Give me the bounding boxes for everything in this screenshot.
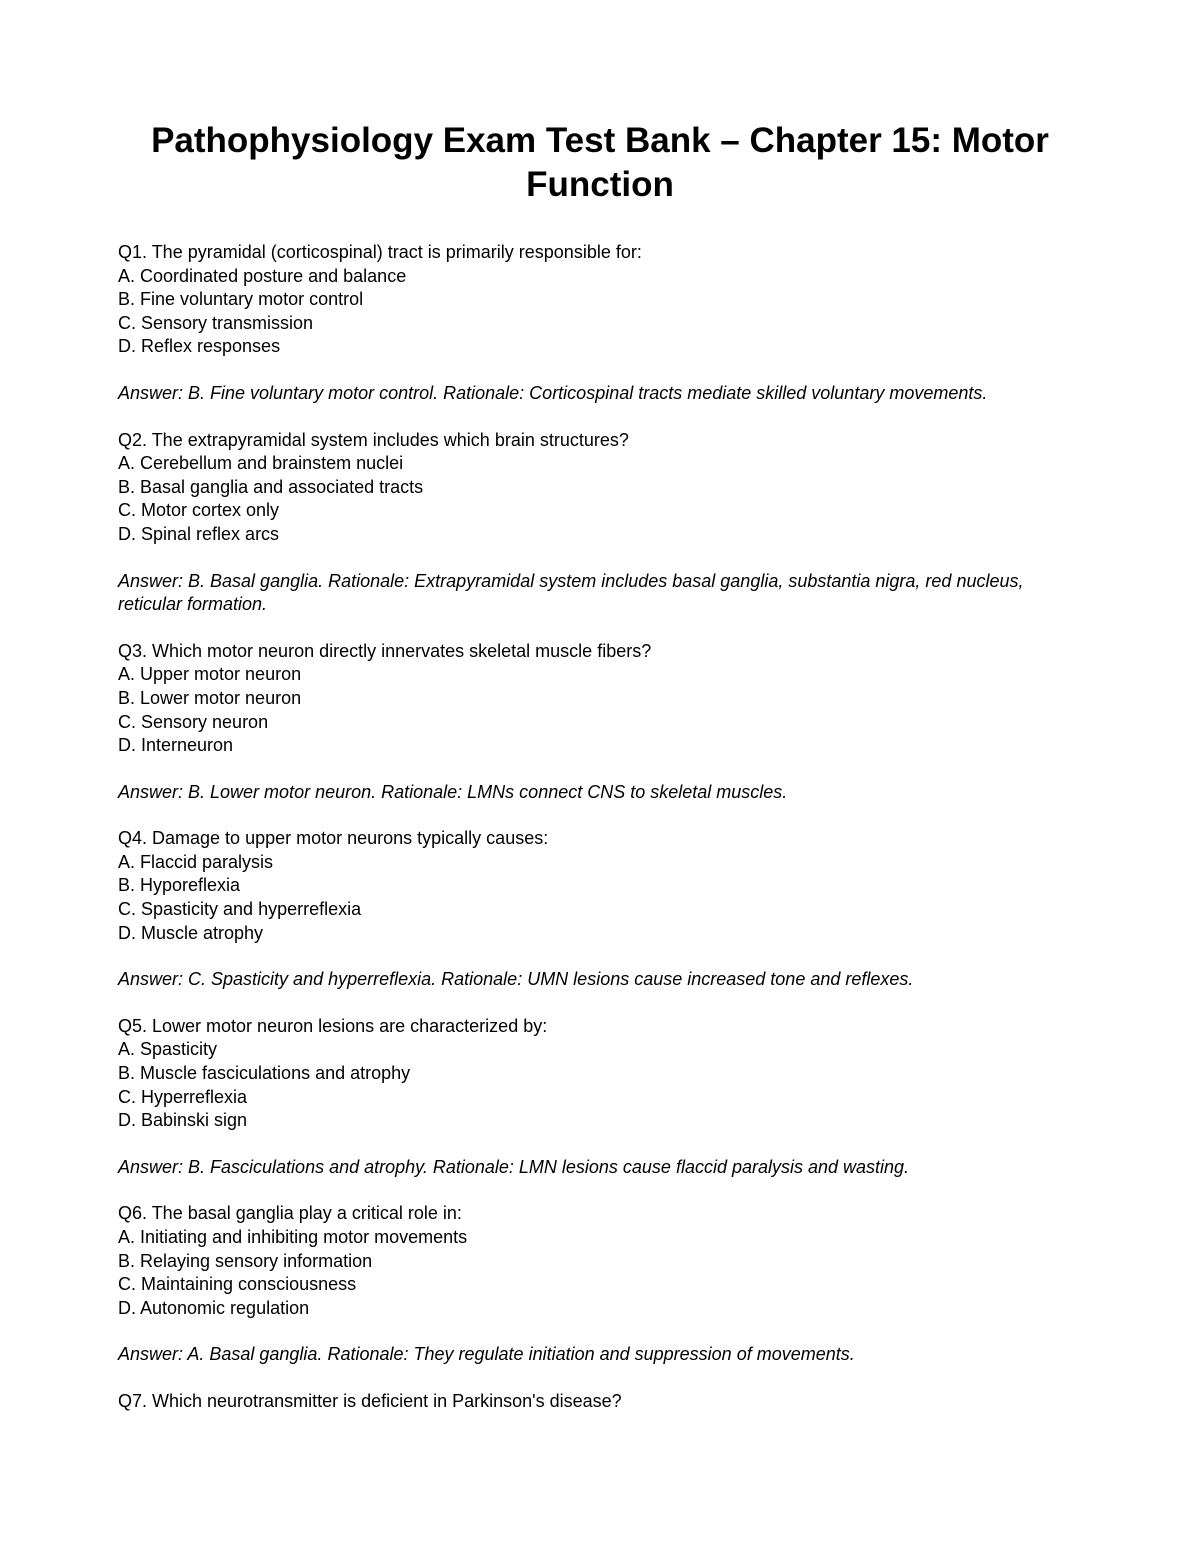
option-b: B. Hyporeflexia (118, 875, 241, 896)
question-text: Q5. Lower motor neuron lesions are characterized by: (118, 1015, 548, 1036)
option-a: A. Upper motor neuron (118, 664, 302, 685)
question-block-2 (118, 429, 1078, 617)
question-block-1 (118, 241, 1078, 406)
option-a: A. Flaccid paralysis (118, 851, 274, 872)
option-c: C. Hyperreflexia (118, 1086, 248, 1107)
option-d: D. Interneuron (118, 735, 234, 756)
question-text: Q7. Which neurotransmitter is deficient in Parkinson's disease? (118, 1390, 622, 1411)
question-text: Q4. Damage to upper motor neurons typically causes: (118, 828, 549, 849)
answer-rationale: Answer: B. Basal ganglia. Rationale: Extrapyramidal system includes basal ganglia, substantia nigra, red nucleus, reticular formation. (118, 570, 1024, 615)
option-c: C. Maintaining consciousness (118, 1274, 357, 1295)
option-d: D. Muscle atrophy (118, 922, 264, 943)
question-list (118, 241, 1078, 1437)
question-text: Q2. The extrapyramidal system includes which brain structures? (118, 429, 629, 450)
option-c: C. Spasticity and hyperreflexia (118, 899, 362, 920)
answer-rationale: Answer: A. Basal ganglia. Rationale: They regulate initiation and suppression of movements. (118, 1344, 855, 1365)
option-d: D. Spinal reflex arcs (118, 523, 280, 544)
option-a: A. Cerebellum and brainstem nuclei (118, 453, 404, 474)
answer-rationale: Answer: B. Fine voluntary motor control. Rationale: Corticospinal tracts mediate skilled voluntary movements. (118, 382, 988, 403)
option-b: B. Relaying sensory information (118, 1250, 373, 1271)
option-d: D. Autonomic regulation (118, 1297, 310, 1318)
question-block-4 (118, 827, 1078, 992)
option-c: C. Sensory neuron (118, 711, 269, 732)
question-block-3 (118, 640, 1078, 805)
answer-rationale: Answer: C. Spasticity and hyperreflexia. Rationale: UMN lesions cause increased tone and reflexes. (118, 969, 914, 990)
option-d: D. Babinski sign (118, 1110, 248, 1131)
question-text: Q3. Which motor neuron directly innervates skeletal muscle fibers? (118, 640, 652, 661)
option-a: A. Initiating and inhibiting motor movements (118, 1227, 468, 1247)
option-d: D. Reflex responses (118, 336, 281, 357)
answer-rationale: Answer: B. Lower motor neuron. Rationale: LMNs connect CNS to skeletal muscles. (118, 781, 788, 802)
option-b: B. Fine voluntary motor control (118, 289, 364, 310)
option-b: B. Basal ganglia and associated tracts (118, 476, 424, 497)
answer-rationale: Answer: B. Fasciculations and atrophy. Rationale: LMN lesions cause flaccid paralysis and wasting. (118, 1156, 910, 1177)
question-block-5 (118, 1015, 1078, 1180)
option-b: B. Lower motor neuron (118, 687, 302, 708)
option-c: C. Motor cortex only (118, 500, 280, 521)
option-a: A. Spasticity (118, 1039, 218, 1060)
option-a: A. Coordinated posture and balance (118, 265, 407, 286)
page-title: Pathophysiology Exam Test Bank – Chapter 15: Motor Function (151, 121, 1049, 204)
question-block-7 (118, 1390, 1078, 1414)
option-c: C. Sensory transmission (118, 312, 314, 333)
question-text: Q1. The pyramidal (corticospinal) tract is primarily responsible for: (118, 242, 642, 262)
question-block-6 (118, 1202, 1078, 1367)
option-b: B. Muscle fasciculations and atrophy (118, 1063, 411, 1084)
question-text: Q6. The basal ganglia play a critical role in: (118, 1203, 462, 1224)
